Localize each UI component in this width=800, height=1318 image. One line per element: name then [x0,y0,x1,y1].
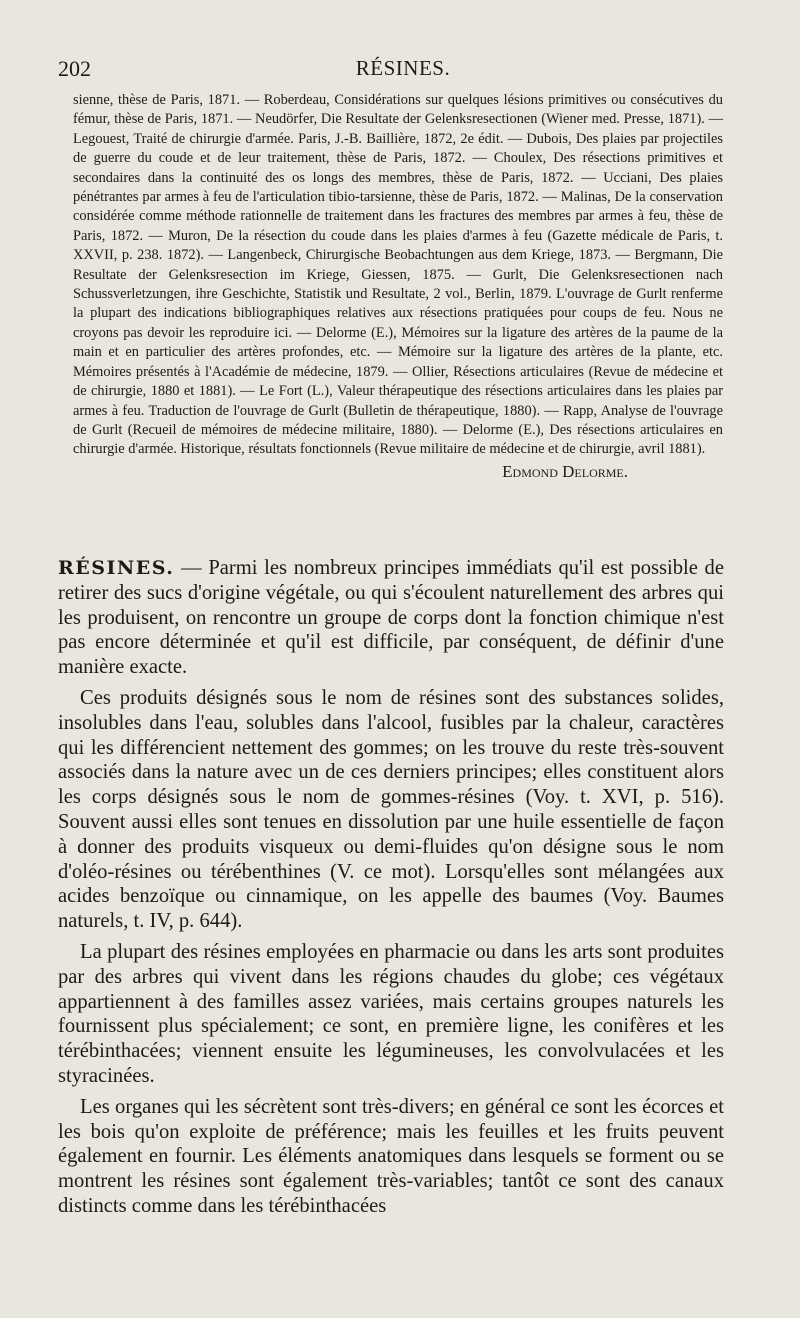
author-signature: Edmond Delorme. [502,461,628,481]
bibliography-text: sienne, thèse de Paris, 1871. — Roberdeau, Considérations sur quelques lésions primitives ou consécutives du fémur, thèse de Paris, 1871. — Neudörfer, Die Resultate der Gelenksresectionen (Wiener med. Presse, 1871). — Legouest, Traité de chirurgie d'armée. Paris, J.-B. Baillière, 1872, 2e édit. — Dubois, Des plaies par projectiles de guerre du coude et de leur traitement, thèse de Paris, 1872. — Choulex, Des résections primitives et secondaires dans la continuité des os longs des membres, thèse de Paris, 1872. — Ucciani, Des plaies pénétrantes par armes à feu de l'articulation tibio-tarsienne, thèse de Paris, 1872. — Malinas, De la conservation considérée comme méthode rationnelle de traitement dans les fractures des membres par armes à feu, thèse de Paris, 1872. — Muron, De la résection du coude dans les plaies d'armes à feu (Gazette médicale de Paris, t. XXVII, p. 238. 1872). — Langenbeck, Chirurgische Beobachtungen aus dem Kriege, 1873. — Bergmann, Die Resultate der Gelenksresection im Kriege, Giessen, 1875. — Gurlt, Die Gelenksresectionen nach Schussverletzungen, ihre Geschichte, Statistik und Resultate, 2 vol., Berlin, 1879. L'ouvrage de Gurlt renferme la plupart des indications bibliographiques relatives aux résections pratiquées pour coups de feu. Nous ne croyons pas devoir les reproduire ici. — Delorme (E.), Mémoires sur la ligature des artères de la paume de la main et en particulier des artères profondes, etc. — Mémoire sur la ligature des artères de la plante, etc. Mémoires présentés à l'Académie de médecine, 1879. — Ollier, Résections articulaires (Revue de médecine et de chirurgie, 1880 et 1881). — Le Fort (L.), Valeur thérapeutique des résections articulaires dans les plaies par armes à feu. Traduction de l'ouvrage de Gurlt (Bulletin de thérapeutique, 1880). — Rapp, Analyse de l'ouvrage de Gurlt (Recueil de mémoires de médecine militaire, 1880). — Delorme (E.), Des résections articulaires en chirurgie d'armée. Historique, résultats fonctionnels (Revue militaire de médecine et de chirurgie, avril 1881). [73,92,723,458]
page-header [58,56,748,86]
article-paragraph-3: La plupart des résines employées en pharmacie ou dans les arts sont produites par des arbres qui vivent dans les régions chaudes du globe; ces végétaux appartiennent à des familles assez variées, mais certains groupes naturels les fournissent plus spécialement; ce sont, en première ligne, les conifères et les térébinthacées; viennent ensuite les légumineuses, les convolvulacées et les styracinées. [58,940,724,1087]
page-number: 202 [58,56,91,81]
article-paragraph-2: Ces produits désignés sous le nom de résines sont des substances solides, insolubles dans l'eau, solubles dans l'alcool, fusibles par la chaleur, caractères qui les différencient nettement des gommes; on les trouve du reste très-souvent associés dans la nature avec un de ces derniers principes; elles constituent alors les corps désignés sous le nom de gommes-résines (Voy. t. XVI, p. 516). Souvent aussi elles sont tenues en dissolution par une huile essentielle de façon à donner des produits visqueux ou demi-fluides qu'on désigne sous le nom d'oléo-résines ou térébenthines (V. ce mot). Lorsqu'elles sont mélangées aux acides benzoïque ou cinnamique, on les appelle des baumes (Voy. Baumes naturels, t. IV, p. 644). [58,686,724,933]
bibliography-block [73,91,723,481]
running-head: RÉSINES. [355,56,451,80]
paragraph-text: — Parmi les nombreux principes immédiats qu'il est possible de retirer des sucs d'origine végétale, ou qui s'écoulent naturellement des arbres qui les produisent, on rencontre un groupe de corps dont la fonction chimique n'est pas encore déterminée et qu'il est difficile, par conséquent, de définir d'une manière exacte. [58,557,724,679]
article-title: RÉSINES. [58,557,175,579]
article-paragraph-1 [58,556,724,680]
article-paragraph-4: Les organes qui les sécrètent sont très-divers; en général ce sont les écorces et les bois qu'on exploite de préférence; mais les feuilles et les fruits peuvent également en fournir. Les éléments anatomiques dans lesquels se forment ou se montrent les résines sont également très-variables; tantôt ce sont des canaux distincts comme dans les térébinthacées [58,1095,724,1217]
article-body [58,556,724,1225]
